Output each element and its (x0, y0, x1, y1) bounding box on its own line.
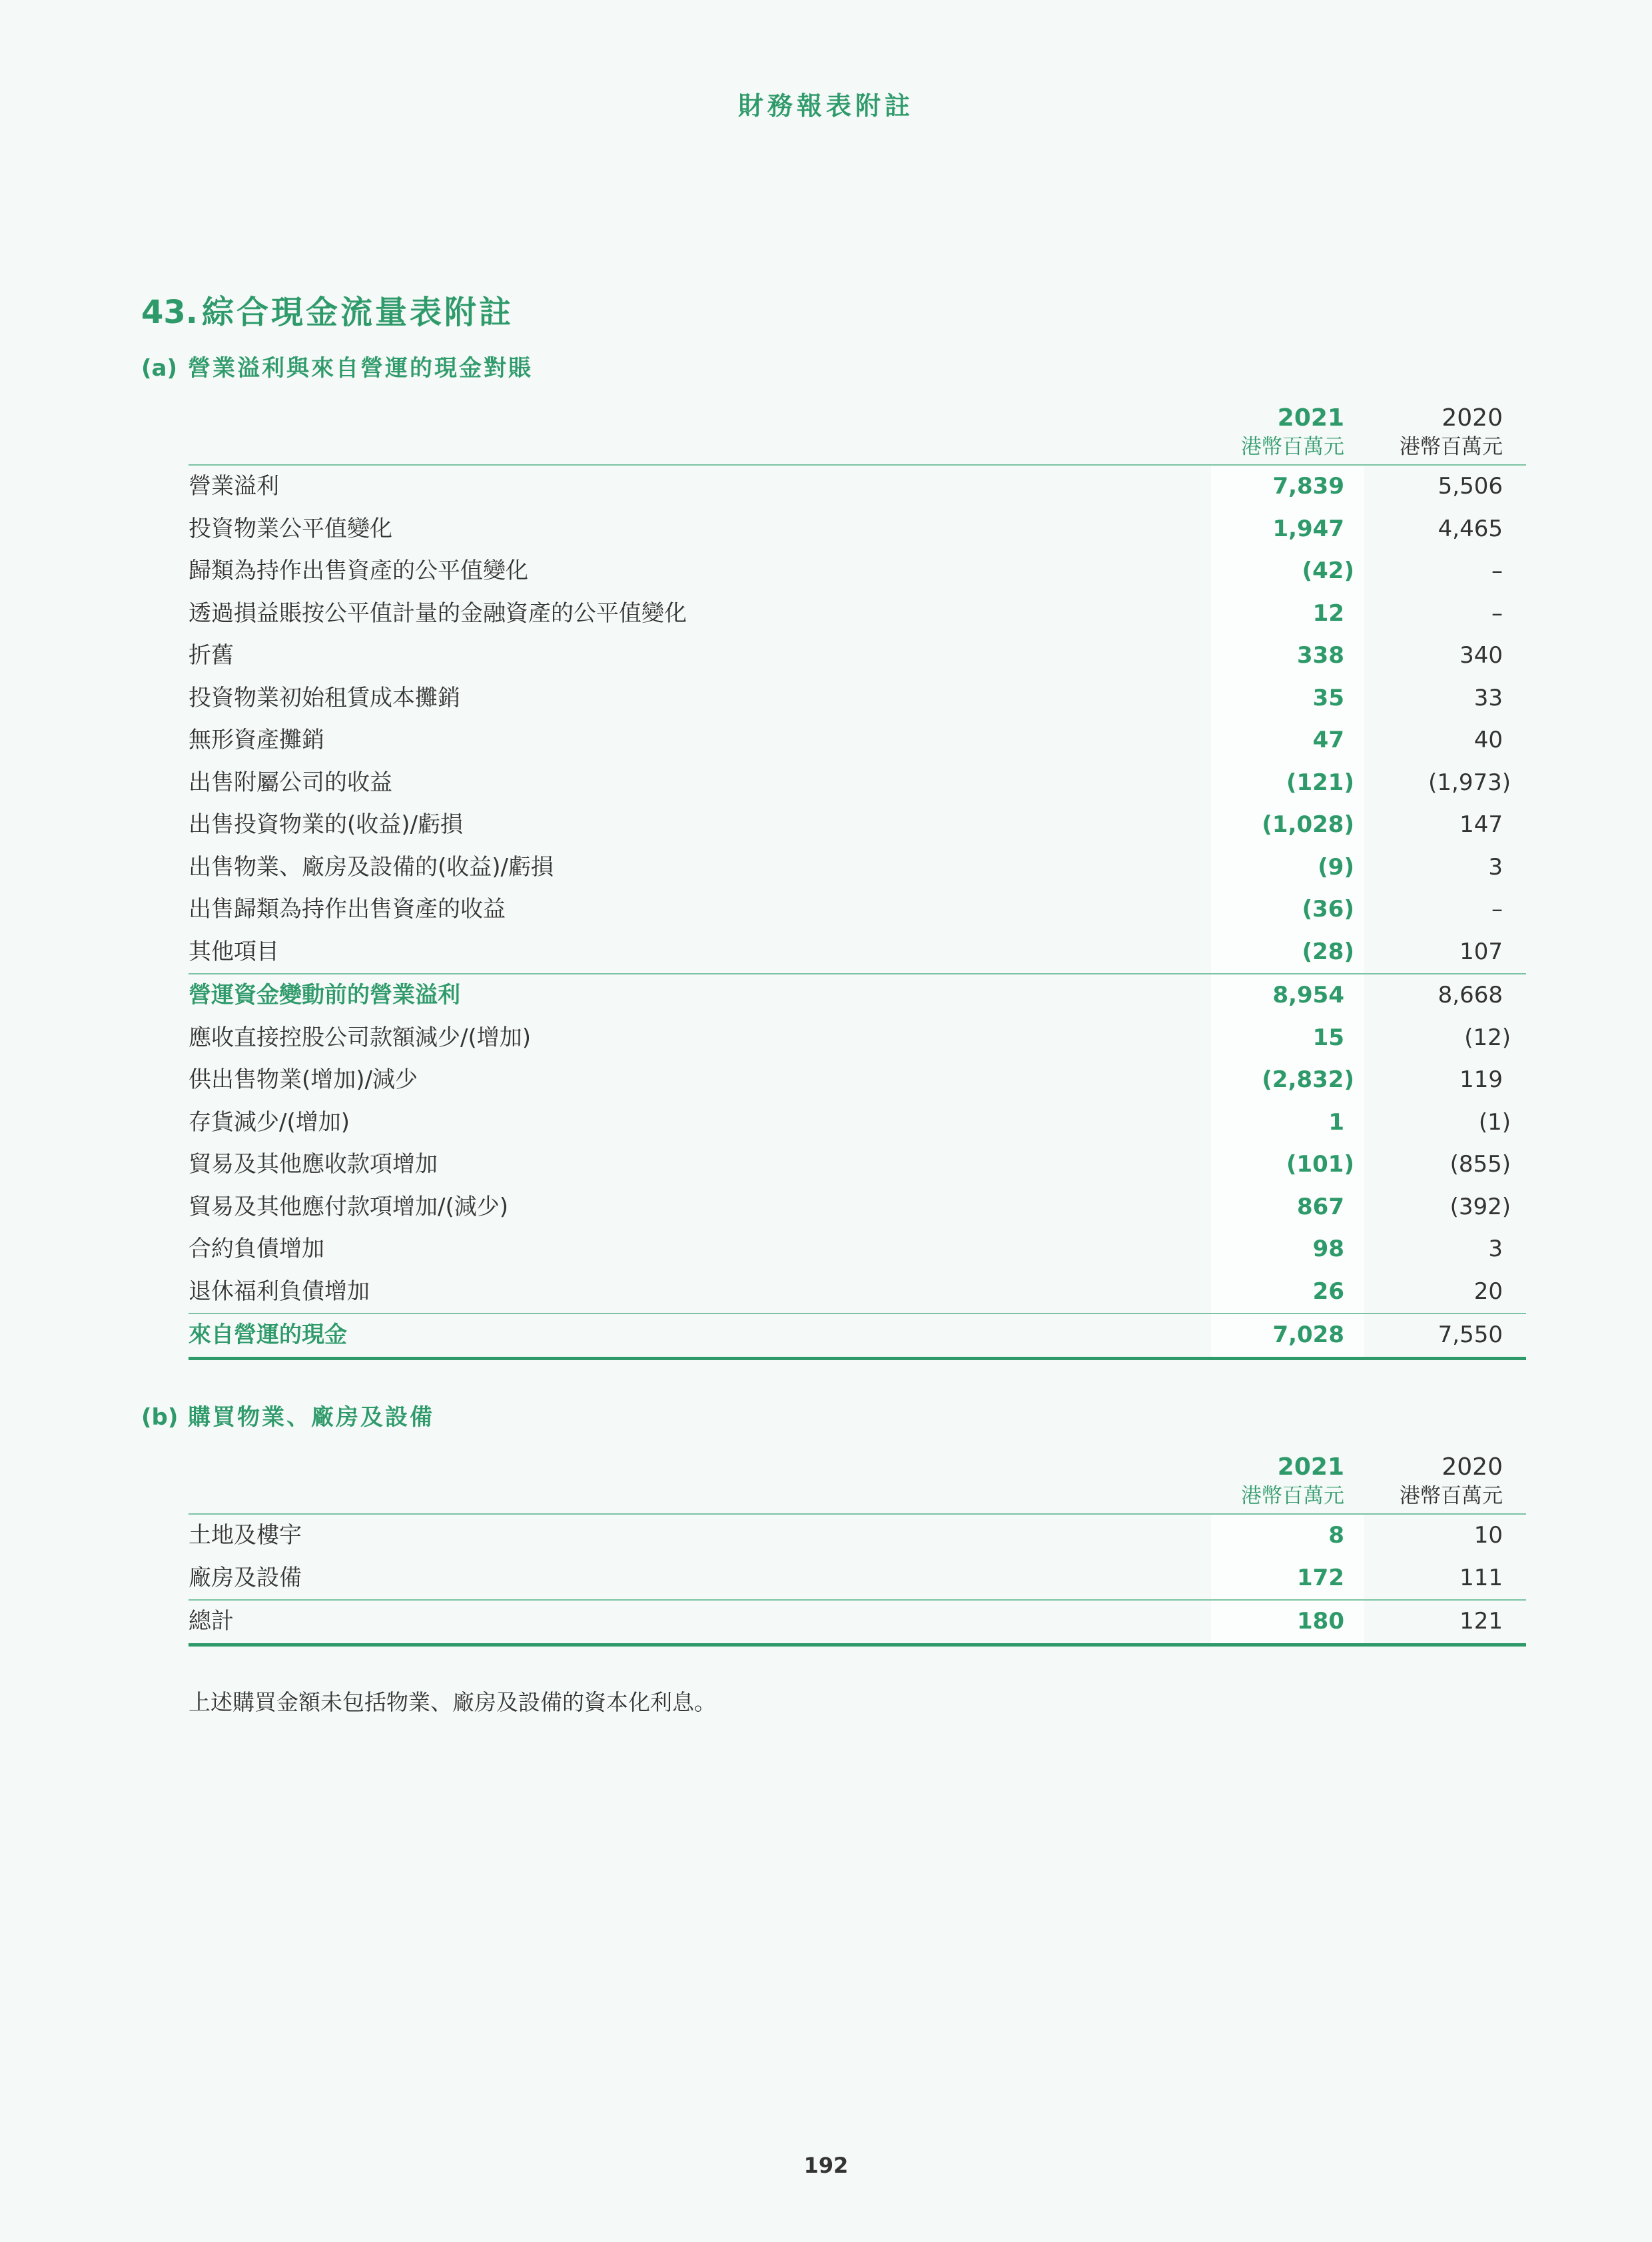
value-2020: 147 (1459, 811, 1503, 838)
col-2020-year: 2020 (1442, 404, 1503, 432)
table-row (189, 1144, 1526, 1186)
table-row (189, 464, 1526, 508)
value-2020: 40 (1473, 727, 1503, 753)
table-row (189, 1557, 1526, 1600)
table-row (189, 973, 1526, 1017)
value-2020: 8,668 (1438, 982, 1503, 1008)
row-label: 歸類為持作出售資產的公平值變化 (189, 558, 528, 584)
table-row (189, 1186, 1526, 1229)
table-row (189, 931, 1526, 974)
value-2020: 340 (1459, 642, 1503, 669)
table-row (189, 889, 1526, 931)
value-2021: (9) (1318, 853, 1354, 881)
value-2021: (42) (1302, 558, 1354, 584)
row-label: 廠房及設備 (189, 1564, 302, 1591)
value-2020: 33 (1473, 684, 1503, 711)
row-label: 營運資金變動前的營業溢利 (189, 982, 460, 1008)
row-label: 退休福利負債增加 (189, 1278, 370, 1305)
col-2021-unit: 港幣百萬元 (1241, 1484, 1344, 1508)
note-title-text: 綜合現金流量表附註 (202, 294, 514, 331)
note-title (141, 286, 514, 332)
row-label: 供出售物業(增加)/減少 (189, 1066, 418, 1093)
value-2020: (392) (1449, 1193, 1511, 1220)
value-2021: 7,839 (1272, 473, 1344, 500)
table-row (189, 847, 1526, 889)
table-row (189, 762, 1526, 805)
value-2020: 5,506 (1438, 473, 1503, 500)
table-a-body (189, 464, 1526, 1360)
value-2020: 20 (1473, 1278, 1503, 1305)
value-2021: 172 (1297, 1564, 1344, 1591)
col-2020-header (1350, 403, 1503, 460)
value-2021: (2,832) (1262, 1066, 1354, 1093)
row-label: 出售附屬公司的收益 (189, 769, 392, 796)
section-a-title: 營業溢利與來自營運的現金對賬 (188, 355, 533, 382)
row-label: 來自營運的現金 (189, 1321, 347, 1348)
col-2021-header (1191, 403, 1344, 460)
col-2020-unit: 港幣百萬元 (1400, 435, 1503, 459)
row-label: 投資物業初始租賃成本攤銷 (189, 684, 460, 711)
value-2021: (121) (1286, 769, 1354, 796)
col-2020-header (1350, 1452, 1503, 1509)
value-2020: 7,550 (1438, 1321, 1503, 1348)
table-row (189, 635, 1526, 677)
table-row (189, 593, 1526, 635)
note-number: 43. (141, 294, 199, 331)
table-row (189, 1271, 1526, 1313)
value-2021: (1,028) (1262, 811, 1354, 838)
section-a-heading (141, 350, 533, 382)
value-2021: (101) (1286, 1151, 1354, 1178)
value-2021: (28) (1302, 938, 1354, 965)
value-2020: (12) (1464, 1024, 1511, 1051)
value-2020: 121 (1459, 1608, 1503, 1635)
table-row (189, 1017, 1526, 1060)
row-label: 總計 (189, 1608, 234, 1635)
reconciliation-table (189, 403, 1526, 1360)
value-2021: 1 (1328, 1108, 1344, 1136)
col-2021-unit: 港幣百萬元 (1241, 435, 1344, 459)
value-2020: 10 (1473, 1522, 1503, 1549)
row-label: 出售歸類為持作出售資產的收益 (189, 896, 506, 923)
value-2020: 119 (1459, 1066, 1503, 1093)
row-label: 透過損益賬按公平值計量的金融資產的公平值變化 (189, 599, 687, 627)
table-row (189, 1102, 1526, 1144)
page-header: 財務報表附註 (737, 91, 914, 121)
value-2021: 98 (1312, 1236, 1344, 1262)
value-2021: 26 (1312, 1278, 1344, 1305)
value-2021: 180 (1297, 1608, 1344, 1635)
page-number: 192 (803, 2153, 849, 2178)
table-b-header (189, 1452, 1526, 1513)
value-2021: 7,028 (1272, 1321, 1344, 1348)
value-2021: 8 (1328, 1522, 1344, 1549)
value-2021: 338 (1297, 642, 1344, 669)
value-2021: 35 (1312, 684, 1344, 711)
value-2020: – (1491, 558, 1503, 584)
row-label: 出售物業、廠房及設備的(收益)/虧損 (189, 853, 554, 881)
table-b-body (189, 1513, 1526, 1647)
value-2020: 107 (1459, 938, 1503, 965)
col-2021-header (1191, 1452, 1344, 1509)
table-row (189, 550, 1526, 593)
col-2020-unit: 港幣百萬元 (1400, 1484, 1503, 1508)
value-2020: 111 (1459, 1564, 1503, 1591)
value-2021: (36) (1302, 896, 1354, 923)
value-2021: 47 (1312, 727, 1344, 753)
table-row (189, 508, 1526, 551)
value-2020: 4,465 (1438, 515, 1503, 542)
table-row (189, 1513, 1526, 1557)
row-label: 營業溢利 (189, 473, 279, 500)
row-label: 合約負債增加 (189, 1236, 324, 1262)
table-row (189, 1059, 1526, 1102)
value-2021: 12 (1312, 599, 1344, 627)
value-2020: (1) (1478, 1108, 1511, 1136)
table-row (189, 719, 1526, 762)
col-2021-year: 2021 (1277, 404, 1344, 432)
section-b-tag: (b) (141, 1404, 179, 1431)
value-2020: 3 (1488, 853, 1503, 881)
table-row (189, 1313, 1526, 1360)
table-row (189, 1228, 1526, 1271)
table-row (189, 1599, 1526, 1647)
value-2021: 867 (1297, 1193, 1344, 1220)
row-label: 其他項目 (189, 938, 279, 965)
value-2020: (855) (1449, 1151, 1511, 1178)
row-label: 存貨減少/(增加) (189, 1108, 350, 1136)
section-b-heading (141, 1399, 434, 1431)
row-label: 出售投資物業的(收益)/虧損 (189, 811, 463, 838)
section-b-title: 購買物業、廠房及設備 (188, 1404, 434, 1431)
value-2020: (1,973) (1428, 769, 1511, 796)
row-label: 投資物業公平值變化 (189, 515, 392, 542)
value-2021: 15 (1312, 1024, 1344, 1051)
value-2020: – (1491, 896, 1503, 923)
row-label: 應收直接控股公司款額減少/(增加) (189, 1024, 531, 1051)
value-2021: 8,954 (1272, 982, 1344, 1008)
col-2021-year: 2021 (1277, 1453, 1344, 1481)
table-row (189, 677, 1526, 720)
row-label: 貿易及其他應付款項增加/(減少) (189, 1193, 508, 1220)
row-label: 貿易及其他應收款項增加 (189, 1151, 438, 1178)
row-label: 土地及樓宇 (189, 1522, 302, 1549)
value-2021: 1,947 (1272, 515, 1344, 542)
value-2020: – (1491, 599, 1503, 627)
row-label: 折舊 (189, 642, 234, 669)
row-label: 無形資產攤銷 (189, 727, 324, 753)
col-2020-year: 2020 (1442, 1453, 1503, 1481)
section-a-tag: (a) (141, 355, 178, 382)
table-row (189, 804, 1526, 847)
value-2020: 3 (1488, 1236, 1503, 1262)
purchase-table (189, 1452, 1526, 1647)
footnote: 上述購買金額未包括物業、廠房及設備的資本化利息。 (189, 1689, 716, 1715)
table-a-header (189, 403, 1526, 464)
